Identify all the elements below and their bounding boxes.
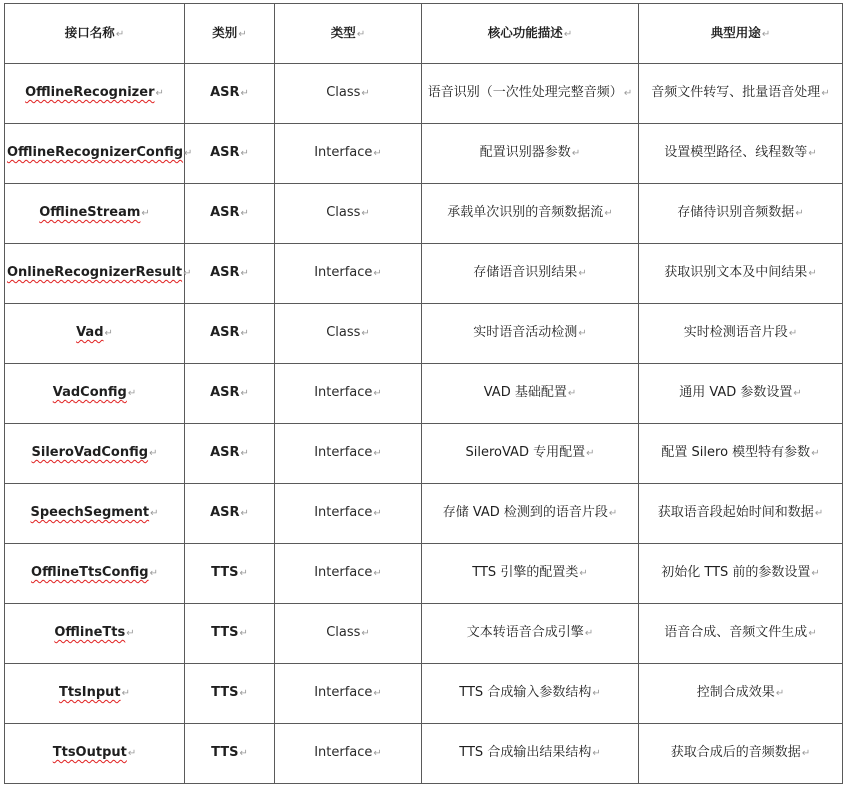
cell-type-text: Interface [314, 385, 373, 400]
table-row [5, 124, 843, 184]
paragraph-mark-icon: ↵ [127, 748, 137, 759]
cell-desc [422, 304, 639, 364]
cell-category [185, 424, 275, 484]
table-row [5, 64, 843, 124]
cell-use-text: 语音合成、音频文件生成 [664, 625, 808, 640]
paragraph-mark-icon: ↵ [155, 88, 164, 99]
cell-name [5, 664, 185, 724]
cell-category-text: ASR [210, 85, 240, 100]
header-use: 典型用途↵ [639, 4, 843, 64]
cell-use [639, 64, 843, 124]
cell-type-text: Class [326, 625, 361, 640]
paragraph-mark-icon: ↵ [361, 88, 370, 99]
paragraph-mark-icon: ↵ [808, 628, 817, 639]
cell-category-text: TTS [211, 685, 239, 700]
paragraph-mark-icon: ↵ [240, 448, 249, 459]
cell-desc [422, 124, 639, 184]
cell-desc [422, 484, 639, 544]
paragraph-mark-icon: ↵ [578, 268, 587, 279]
cell-category [185, 244, 275, 304]
cell-desc [422, 364, 639, 424]
cell-use-text: 设置模型路径、线程数等 [664, 145, 808, 160]
cell-category-text: TTS [211, 745, 239, 760]
cell-use-text: 实时检测语音片段 [683, 325, 788, 340]
cell-desc [422, 184, 639, 244]
cell-type [275, 664, 422, 724]
cell-use-text: 初始化 TTS 前的参数设置 [661, 565, 811, 580]
paragraph-mark-icon: ↵ [373, 748, 382, 759]
paragraph-mark-icon: ↵ [811, 568, 820, 579]
cell-category [185, 64, 275, 124]
cell-type [275, 544, 422, 604]
paragraph-mark-icon: ↵ [115, 28, 125, 40]
paragraph-mark-icon: ↵ [361, 628, 370, 639]
paragraph-mark-icon: ↵ [361, 328, 370, 339]
paragraph-mark-icon: ↵ [361, 208, 370, 219]
cell-use [639, 724, 843, 784]
paragraph-mark-icon: ↵ [788, 328, 798, 339]
cell-type-text: Interface [314, 445, 373, 460]
cell-desc-text: VAD 基础配置 [483, 385, 567, 400]
cell-use-text: 配置 Silero 模型特有参数 [661, 445, 811, 460]
paragraph-mark-icon: ↵ [104, 328, 113, 339]
cell-type-text: Interface [314, 565, 373, 580]
cell-use [639, 304, 843, 364]
cell-type-text: Interface [314, 145, 373, 160]
cell-name [5, 484, 185, 544]
paragraph-mark-icon: ↵ [239, 568, 248, 579]
paragraph-mark-icon: ↵ [239, 628, 248, 639]
paragraph-mark-icon: ↵ [373, 448, 382, 459]
cell-desc-text: SileroVAD 专用配置 [465, 445, 586, 460]
paragraph-mark-icon: ↵ [578, 328, 587, 339]
cell-use [639, 544, 843, 604]
paragraph-mark-icon: ↵ [821, 88, 830, 99]
cell-category-text: ASR [210, 505, 240, 520]
cell-desc-text: TTS 合成输出结果结构 [459, 745, 592, 760]
cell-desc [422, 424, 639, 484]
cell-name-text: SileroVadConfig [31, 445, 149, 460]
paragraph-mark-icon: ↵ [238, 28, 247, 40]
cell-type [275, 484, 422, 544]
cell-use [639, 664, 843, 724]
paragraph-mark-icon: ↵ [814, 508, 824, 519]
cell-use [639, 604, 843, 664]
cell-desc [422, 724, 639, 784]
paragraph-mark-icon: ↵ [801, 748, 811, 759]
cell-desc-text: 实时语音活动检测 [473, 325, 578, 340]
cell-desc-text: 文本转语音合成引擎 [466, 625, 584, 640]
cell-name [5, 184, 185, 244]
paragraph-mark-icon: ↵ [808, 268, 817, 279]
cell-name [5, 124, 193, 184]
paragraph-mark-icon: ↵ [604, 208, 613, 219]
cell-category-text: TTS [211, 565, 239, 580]
cell-type [275, 124, 422, 184]
header-name: 接口名称↵ [5, 4, 185, 64]
cell-use [639, 484, 843, 544]
paragraph-mark-icon: ↵ [150, 508, 159, 519]
cell-name-text: TtsInput [58, 685, 121, 700]
cell-category [185, 184, 275, 244]
paragraph-mark-icon: ↵ [592, 748, 601, 759]
cell-type-text: Class [326, 205, 361, 220]
paragraph-mark-icon: ↵ [579, 568, 588, 579]
paragraph-mark-icon: ↵ [149, 568, 158, 579]
paragraph-mark-icon: ↵ [571, 148, 581, 159]
cell-type-text: Interface [314, 745, 373, 760]
paragraph-mark-icon: ↵ [356, 28, 366, 40]
cell-category-text: ASR [210, 205, 240, 220]
cell-desc-text: 语音识别（一次性处理完整音频） [427, 85, 623, 100]
cell-name-text: OfflineRecognizerConfig [7, 145, 184, 160]
header-type: 类型↵ [275, 4, 422, 64]
cell-use [639, 184, 843, 244]
cell-desc-text: 配置识别器参数 [479, 145, 571, 160]
cell-category [185, 664, 275, 724]
table-row [5, 184, 843, 244]
cell-desc [422, 604, 639, 664]
table-row [5, 724, 843, 784]
cell-desc-text: 存储 VAD 检测到的语音片段 [442, 505, 608, 520]
paragraph-mark-icon: ↵ [373, 688, 382, 699]
cell-type [275, 364, 422, 424]
paragraph-mark-icon: ↵ [239, 748, 248, 759]
cell-type-text: Interface [314, 685, 373, 700]
paragraph-mark-icon: ↵ [141, 208, 150, 219]
paragraph-mark-icon: ↵ [586, 448, 595, 459]
cell-category-text: ASR [210, 385, 240, 400]
paragraph-mark-icon: ↵ [127, 388, 137, 399]
paragraph-mark-icon: ↵ [793, 388, 802, 399]
paragraph-mark-icon: ↵ [373, 148, 382, 159]
cell-category-text: ASR [210, 325, 240, 340]
cell-use-text: 获取语音段起始时间和数据 [657, 505, 814, 520]
header-desc: 核心功能描述↵ [422, 4, 639, 64]
cell-use-text: 获取合成后的音频数据 [670, 745, 801, 760]
cell-type-text: Class [326, 85, 361, 100]
cell-desc-text: TTS 合成输入参数结构 [459, 685, 592, 700]
paragraph-mark-icon: ↵ [592, 688, 601, 699]
cell-desc [422, 664, 639, 724]
cell-category-text: ASR [210, 145, 240, 160]
cell-category [185, 364, 275, 424]
cell-name [5, 304, 185, 364]
table-row [5, 484, 843, 544]
paragraph-mark-icon: ↵ [761, 28, 771, 40]
cell-category [185, 724, 275, 784]
cell-category-text: ASR [210, 265, 240, 280]
cell-use-text: 控制合成效果 [696, 685, 775, 700]
cell-type-text: Interface [314, 265, 373, 280]
paragraph-mark-icon: ↵ [240, 388, 249, 399]
paragraph-mark-icon: ↵ [623, 88, 633, 99]
paragraph-mark-icon: ↵ [184, 148, 193, 159]
paragraph-mark-icon: ↵ [240, 328, 249, 339]
cell-type [275, 64, 422, 124]
paragraph-mark-icon: ↵ [240, 88, 249, 99]
table-row [5, 604, 843, 664]
paragraph-mark-icon: ↵ [240, 148, 249, 159]
paragraph-mark-icon: ↵ [240, 268, 249, 279]
paragraph-mark-icon: ↵ [373, 508, 382, 519]
cell-category [185, 604, 275, 664]
cell-name [5, 724, 185, 784]
paragraph-mark-icon: ↵ [795, 208, 804, 219]
cell-name-text: OfflineRecognizer [25, 85, 155, 100]
cell-type-text: Class [326, 325, 361, 340]
cell-desc [422, 64, 639, 124]
cell-use-text: 获取识别文本及中间结果 [664, 265, 808, 280]
header-category: 类别↵ [185, 4, 275, 64]
cell-type [275, 724, 422, 784]
paragraph-mark-icon: ↵ [121, 688, 131, 699]
cell-use [639, 124, 843, 184]
paragraph-mark-icon: ↵ [775, 688, 785, 699]
cell-name-text: SpeechSegment [30, 505, 150, 520]
cell-category-text: TTS [211, 625, 239, 640]
paragraph-mark-icon: ↵ [808, 148, 817, 159]
cell-desc [422, 244, 639, 304]
paragraph-mark-icon: ↵ [584, 628, 594, 639]
cell-type [275, 184, 422, 244]
paragraph-mark-icon: ↵ [811, 448, 820, 459]
cell-desc [422, 544, 639, 604]
cell-name-text: OfflineStream [39, 205, 141, 220]
paragraph-mark-icon: ↵ [239, 688, 248, 699]
cell-desc-text: 存储语音识别结果 [473, 265, 578, 280]
cell-type [275, 604, 422, 664]
table-row [5, 664, 843, 724]
cell-name [5, 604, 185, 664]
cell-name-text: TtsOutput [52, 745, 127, 760]
cell-category [185, 124, 275, 184]
cell-category [185, 544, 275, 604]
cell-name-text: VadConfig [52, 385, 127, 400]
cell-name-text: OnlineRecognizerResult [7, 265, 183, 280]
cell-type [275, 424, 422, 484]
cell-use [639, 244, 843, 304]
paragraph-mark-icon: ↵ [373, 388, 382, 399]
cell-name [5, 364, 185, 424]
table-row [5, 424, 843, 484]
table-row [5, 244, 843, 304]
cell-use [639, 424, 843, 484]
cell-category-text: ASR [210, 445, 240, 460]
cell-type [275, 304, 422, 364]
cell-name-text: OfflineTts [54, 625, 126, 640]
cell-name [5, 64, 185, 124]
paragraph-mark-icon: ↵ [563, 28, 573, 40]
api-table [4, 3, 843, 784]
paragraph-mark-icon: ↵ [183, 268, 192, 279]
paragraph-mark-icon: ↵ [240, 508, 249, 519]
cell-desc-text: 承载单次识别的音频数据流 [447, 205, 604, 220]
cell-use-text: 音频文件转写、批量语音处理 [651, 85, 821, 100]
cell-type [275, 244, 422, 304]
table-row [5, 304, 843, 364]
cell-use-text: 通用 VAD 参数设置 [679, 385, 793, 400]
paragraph-mark-icon: ↵ [373, 568, 382, 579]
paragraph-mark-icon: ↵ [567, 388, 577, 399]
paragraph-mark-icon: ↵ [608, 508, 618, 519]
table-header-row [5, 4, 843, 64]
paragraph-mark-icon: ↵ [240, 208, 249, 219]
table-row [5, 544, 843, 604]
cell-name [5, 244, 192, 304]
paragraph-mark-icon: ↵ [126, 628, 135, 639]
cell-use-text: 存储待识别音频数据 [677, 205, 795, 220]
table-body [5, 64, 843, 784]
cell-name-text: OfflineTtsConfig [31, 565, 149, 580]
paragraph-mark-icon: ↵ [149, 448, 158, 459]
cell-category [185, 304, 275, 364]
cell-desc-text: TTS 引擎的配置类 [472, 565, 579, 580]
cell-type-text: Interface [314, 505, 373, 520]
cell-name [5, 544, 185, 604]
paragraph-mark-icon: ↵ [373, 268, 382, 279]
cell-category [185, 484, 275, 544]
cell-name [5, 424, 185, 484]
cell-use [639, 364, 843, 424]
cell-name-text: Vad [76, 325, 104, 340]
table-row [5, 364, 843, 424]
